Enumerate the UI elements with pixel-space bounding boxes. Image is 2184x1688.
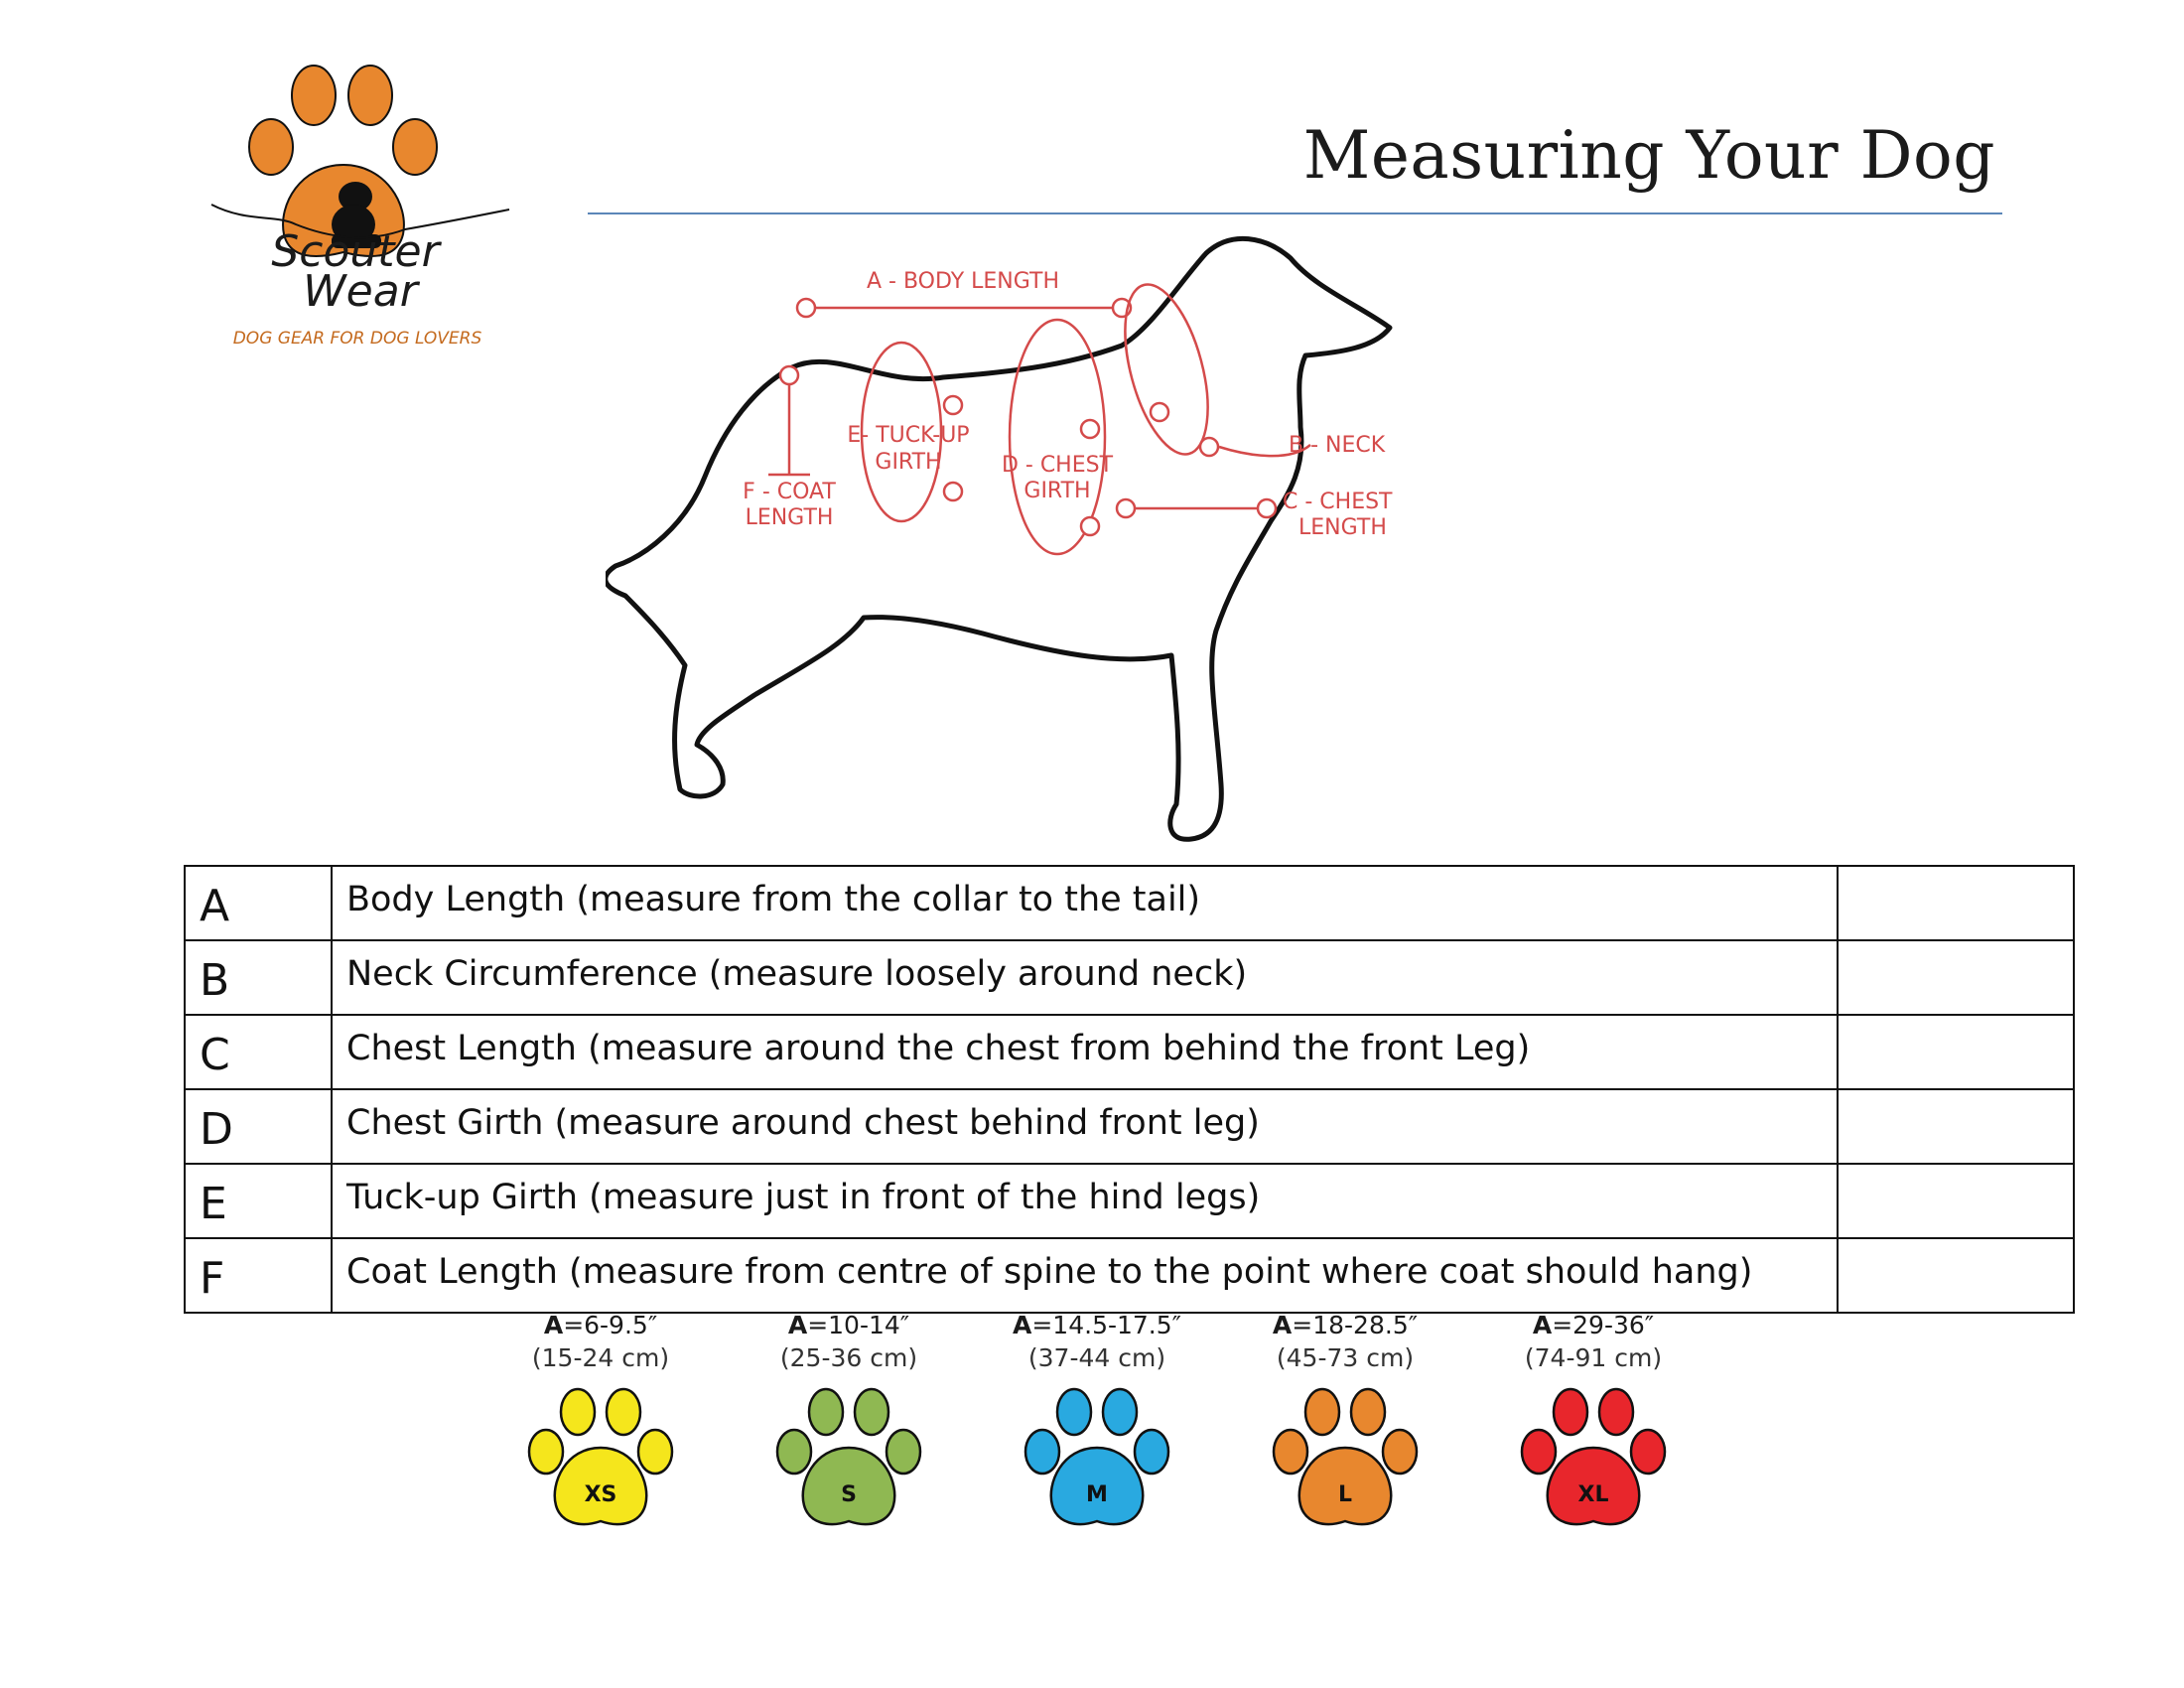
label-chest-length-1: C - CHEST: [1283, 490, 1393, 514]
size-xs: [516, 1311, 685, 1533]
paw-size-label: M: [1086, 1482, 1108, 1507]
measurement-entry-cell: [1838, 1015, 2074, 1089]
measurement-letter: F: [185, 1238, 332, 1313]
paw-icon: [526, 1384, 675, 1533]
size-inches: A=29-36″: [1532, 1311, 1655, 1339]
table-row: [185, 866, 2074, 940]
paw-icon: [1023, 1384, 1171, 1533]
label-coat-length-1: F - COAT: [743, 480, 836, 504]
size-inches: A=10-14″: [787, 1311, 910, 1339]
measurement-letter: B: [185, 940, 332, 1015]
label-tuckup-girth-1: E- TUCK-UP: [847, 423, 970, 448]
table-row: [185, 940, 2074, 1015]
label-body-length: A - BODY LENGTH: [866, 269, 1060, 294]
measurement-guides: [768, 276, 1310, 554]
label-chest-girth-1: D - CHEST: [1001, 453, 1114, 478]
size-cm: (74-91 cm): [1524, 1343, 1663, 1372]
brand-tagline: DOG GEAR FOR DOG LOVERS: [232, 329, 482, 349]
dog-silhouette: [606, 238, 1390, 839]
page-title: Measuring Your Dog: [1302, 117, 1995, 194]
table-row: [185, 1164, 2074, 1238]
measurement-entry-cell: [1838, 1089, 2074, 1164]
label-chest-length-2: LENGTH: [1298, 515, 1387, 540]
measurement-letter: E: [185, 1164, 332, 1238]
measurement-letter: C: [185, 1015, 332, 1089]
size-s: [764, 1311, 933, 1533]
paw-size-label: S: [841, 1482, 857, 1507]
label-chest-girth-2: GIRTH: [1024, 479, 1091, 503]
measurement-description: Coat Length (measure from centre of spine to the point where coat should hang): [332, 1238, 1838, 1313]
measurement-entry-cell: [1838, 866, 2074, 940]
measurement-description: Body Length (measure from the collar to the tail): [332, 866, 1838, 940]
measurement-description: Tuck-up Girth (measure just in front of the hind legs): [332, 1164, 1838, 1238]
paw-size-label: L: [1337, 1482, 1353, 1507]
size-inches: A=14.5-17.5″: [1013, 1311, 1181, 1339]
label-coat-length-2: LENGTH: [745, 505, 834, 530]
measurement-labels: [743, 269, 1393, 540]
dog-measurement-diagram: [606, 228, 1439, 864]
size-inches: A=18-28.5″: [1272, 1311, 1419, 1339]
scouter-wear-logo: [206, 56, 524, 363]
table-row: [185, 1015, 2074, 1089]
brand-name-line1: Scouter: [271, 226, 440, 277]
paw-size-label: XL: [1577, 1482, 1609, 1507]
table-row: [185, 1089, 2074, 1164]
measurement-description: Chest Girth (measure around chest behind front leg): [332, 1089, 1838, 1164]
paw-icon: [1519, 1384, 1668, 1533]
measurement-entry-cell: [1838, 940, 2074, 1015]
measurement-entry-cell: [1838, 1164, 2074, 1238]
brand-name-line2: Wear: [303, 266, 418, 317]
size-cm: (15-24 cm): [531, 1343, 670, 1372]
measurement-letter: A: [185, 866, 332, 940]
paw-size-label: XS: [584, 1482, 617, 1507]
label-neck: B - NECK: [1289, 433, 1386, 458]
size-cm: (45-73 cm): [1276, 1343, 1415, 1372]
size-guide: [516, 1311, 1707, 1549]
paw-icon: [774, 1384, 923, 1533]
measurement-table: [184, 865, 2075, 1314]
size-inches: A=6-9.5″: [543, 1311, 658, 1339]
measurement-description: Neck Circumference (measure loosely around neck): [332, 940, 1838, 1015]
measurement-letter: D: [185, 1089, 332, 1164]
size-xl: [1509, 1311, 1678, 1533]
size-m: [1013, 1311, 1181, 1533]
size-cm: (37-44 cm): [1027, 1343, 1166, 1372]
measurement-entry-cell: [1838, 1238, 2074, 1313]
title-divider: [588, 212, 2002, 214]
measurement-description: Chest Length (measure around the chest from behind the front Leg): [332, 1015, 1838, 1089]
paw-icon: [1271, 1384, 1420, 1533]
label-tuckup-girth-2: GIRTH: [875, 450, 942, 475]
size-cm: (25-36 cm): [779, 1343, 918, 1372]
size-l: [1261, 1311, 1430, 1533]
table-row: [185, 1238, 2074, 1313]
